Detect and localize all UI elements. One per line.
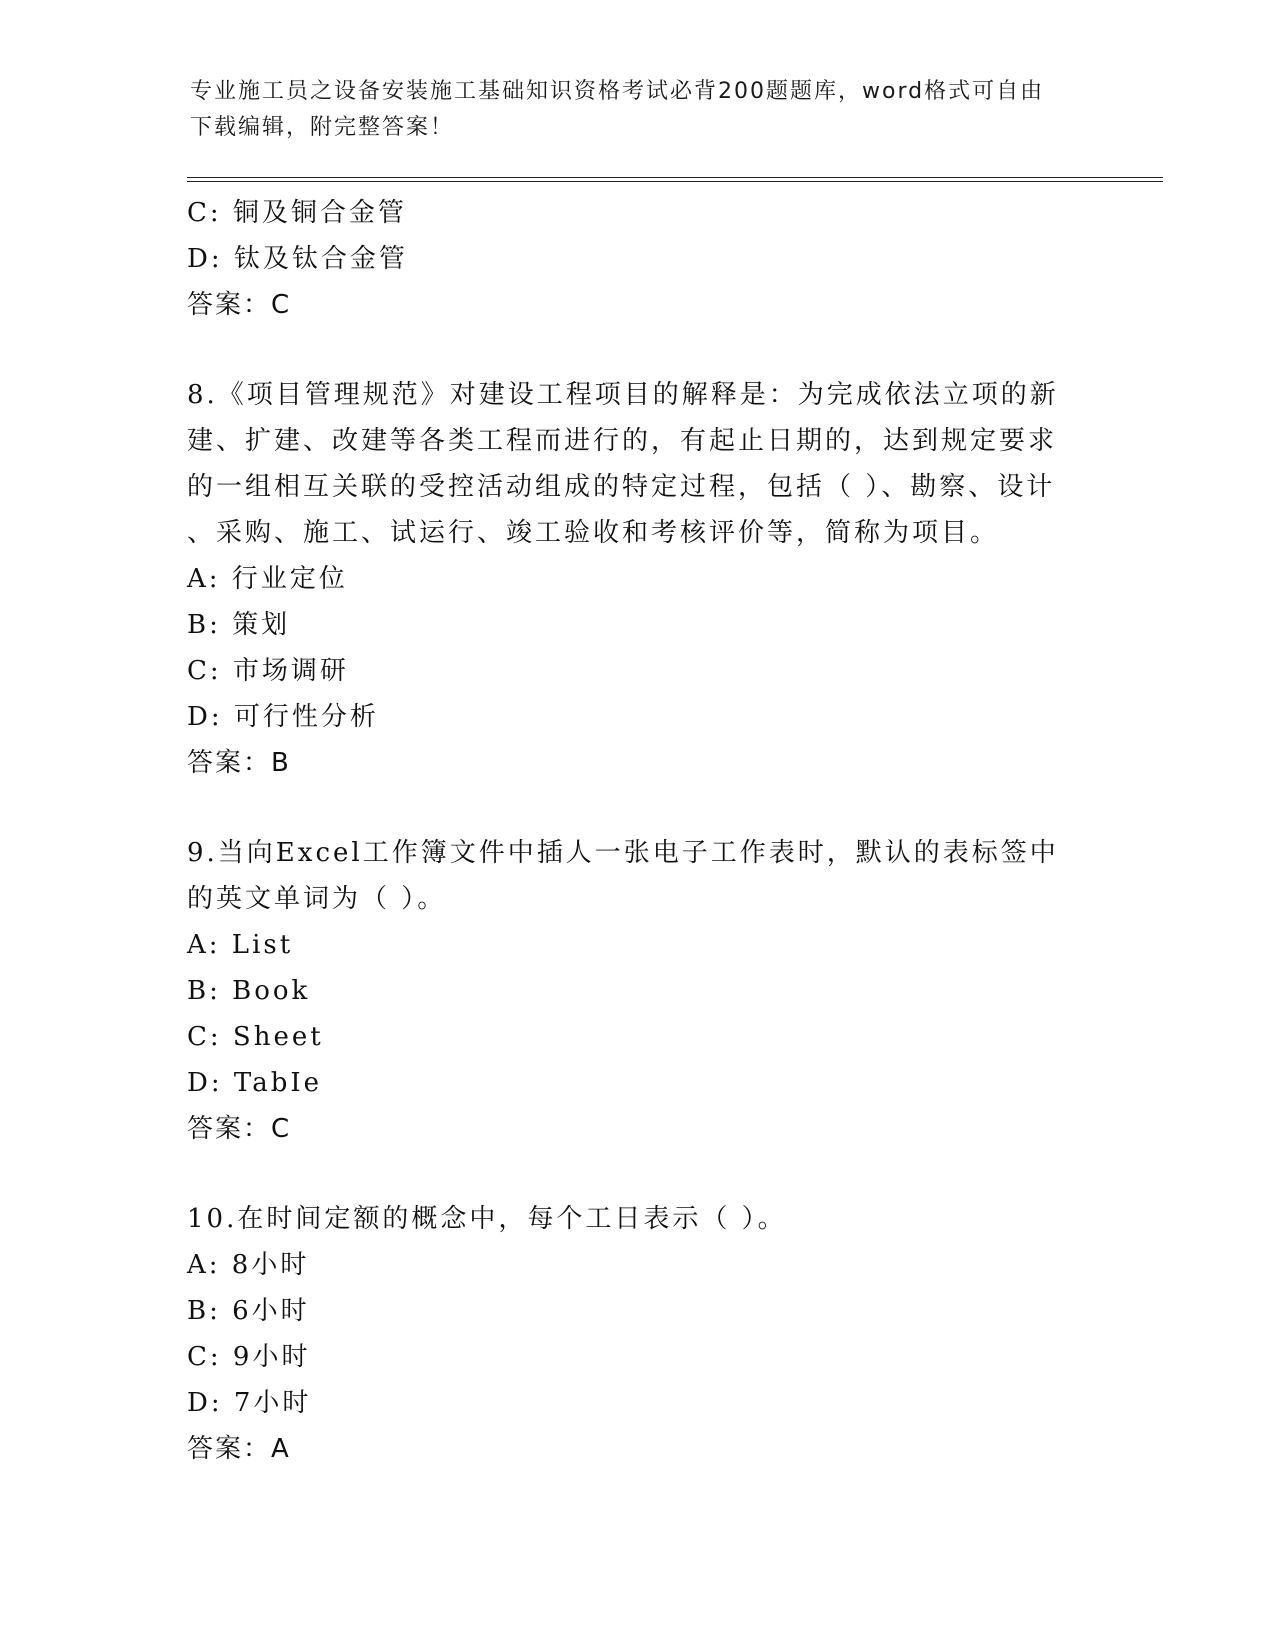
option-a: A: 行业定位 — [187, 564, 348, 594]
question-9 — [187, 830, 1087, 1152]
page-header — [190, 74, 1090, 146]
option-d: D: TabIe — [187, 1068, 322, 1098]
answer-line: 答案：C — [187, 1114, 292, 1144]
question-stem-line: 10.在时间定额的概念中，每个工日表示（ ）。 — [187, 1204, 787, 1234]
option-b: B: 策划 — [187, 610, 291, 640]
header-line-2: 下载编辑，附完整答案！ — [190, 115, 455, 140]
option-d: D: 钛及钛合金管 — [187, 244, 408, 274]
answer-line: 答案：B — [187, 748, 291, 778]
option-a: A: 8小时 — [187, 1250, 310, 1280]
question-stem-line: 的一组相互关联的受控活动组成的特定过程，包括（ ）、勘察、设计 — [187, 472, 1056, 502]
option-a: A: List — [187, 930, 294, 960]
answer-line: 答案：C — [187, 290, 292, 320]
option-c: C: 9小时 — [187, 1342, 311, 1372]
option-d: D: 可行性分析 — [187, 702, 379, 732]
option-b: B: Book — [187, 976, 311, 1006]
option-d: D: 7小时 — [187, 1388, 312, 1418]
header-line-1: 专业施工员之设备安装施工基础知识资格考试必背200题题库，word格式可自由 — [190, 79, 1045, 104]
option-c: C: 铜及铜合金管 — [187, 198, 407, 228]
question-10 — [187, 1196, 1087, 1472]
question-stem-line: 8.《项目管理规范》对建设工程项目的解释是：为完成依法立项的新 — [187, 380, 1059, 410]
document-body — [187, 190, 1087, 1472]
header-divider — [187, 177, 1163, 182]
option-c: C: Sheet — [187, 1022, 324, 1052]
option-b: B: 6小时 — [187, 1296, 310, 1326]
option-c: C: 市场调研 — [187, 656, 349, 686]
question-stem-line: 的英文单词为（ ）。 — [187, 884, 447, 914]
question-stem-line: 、采购、施工、试运行、竣工验收和考核评价等，简称为项目。 — [187, 518, 1000, 548]
prev-question-block — [187, 190, 1087, 328]
answer-line: 答案：A — [187, 1434, 291, 1464]
question-stem-line: 9.当向Excel工作簿文件中插人一张电子工作表时，默认的表标签中 — [187, 838, 1059, 868]
question-stem-line: 建、扩建、改建等各类工程而进行的，有起止日期的，达到规定要求 — [187, 426, 1058, 456]
question-8 — [187, 372, 1087, 786]
